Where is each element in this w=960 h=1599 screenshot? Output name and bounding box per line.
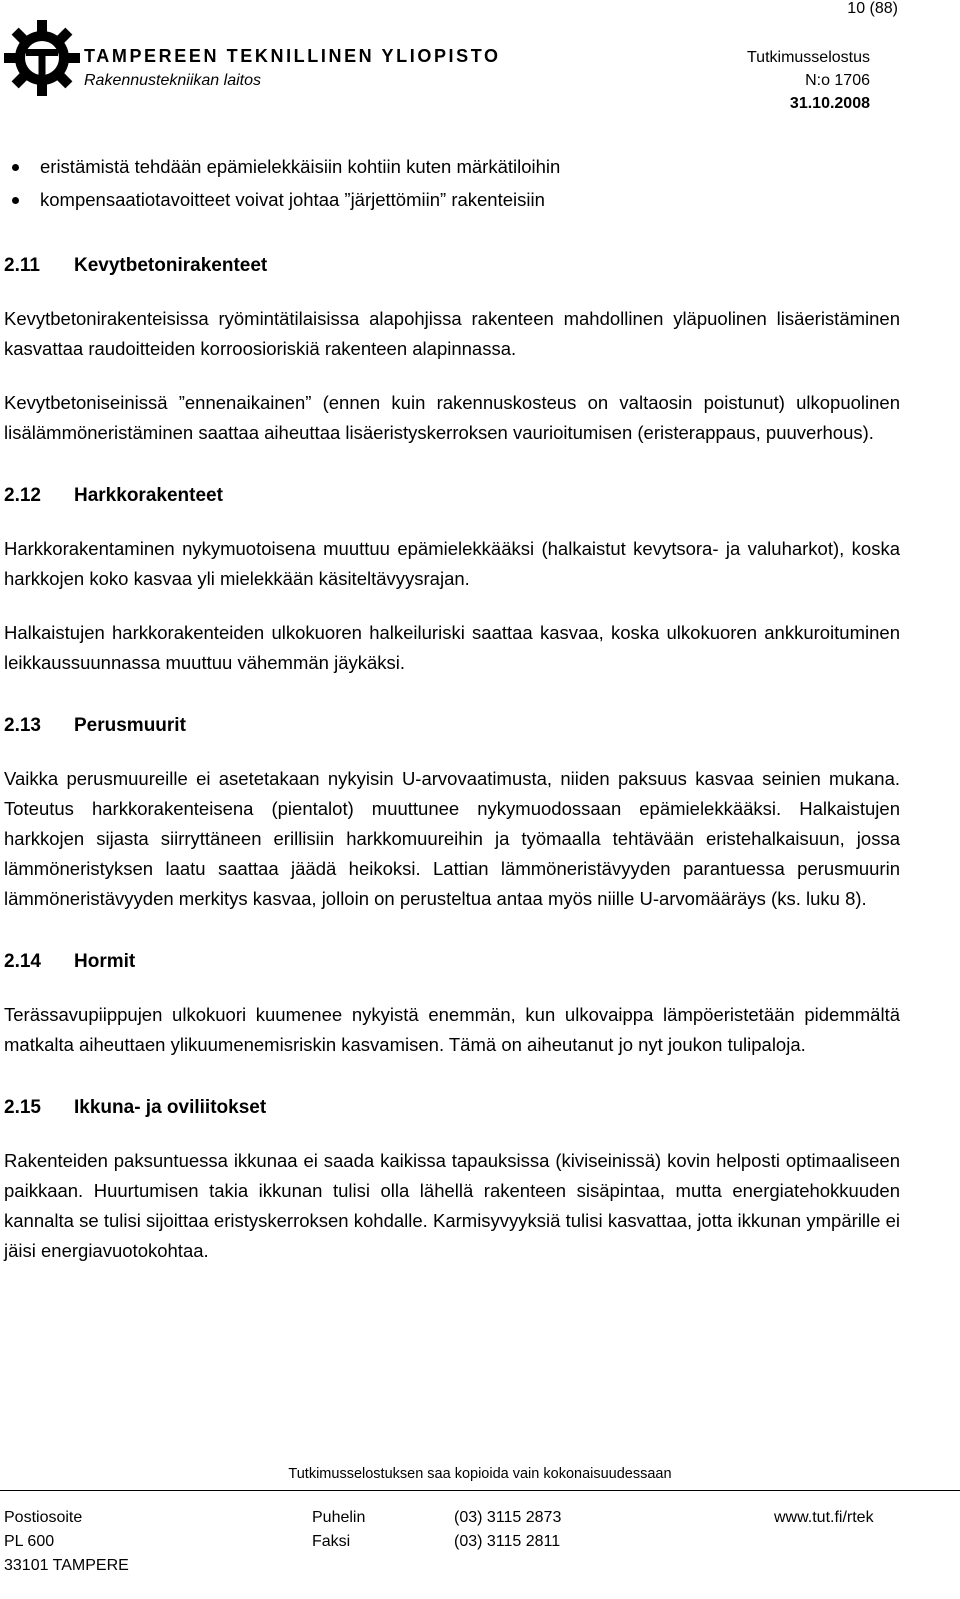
university-logo-icon <box>4 20 80 96</box>
bullet-icon <box>12 197 19 204</box>
fax-number: (03) 3115 2811 <box>454 1533 561 1550</box>
section-heading: 2.12 Harkkorakenteet <box>4 485 223 506</box>
bullet-icon <box>12 164 19 171</box>
paragraph: Halkaistujen harkkorakenteiden ulkokuoren halkeiluriski saattaa kasvaa, koska ulkokuoren ankkuroituminen leikkaussuunnassa muuttuu vähemmän jäykäksi. <box>4 622 900 673</box>
page-number: 10 (88) <box>847 0 898 17</box>
paragraph: Harkkorakentaminen nykymuotoisena muuttuu epämielekkääksi (halkaistut kevytsora- ja valuharkot), koska harkkojen koko kasvaa yli mielekkään käsiteltävyysrajan. <box>4 538 900 589</box>
paragraph: Kevytbetonirakenteisissa ryömintätilaisissa alapohjissa rakenteen mahdollinen yläpuolinen lisäeristäminen kasvattaa raudoitteiden korroosioriskiä rakenteen alapinnassa. <box>4 308 900 359</box>
phone-number: (03) 3115 2873 <box>454 1509 562 1526</box>
bullet-list <box>4 152 900 218</box>
footer-contact-labels: Puhelin Faksi <box>312 1509 366 1550</box>
paragraph: Kevytbetoniseinissä ”ennenaikainen” (ennen kuin rakennuskosteus on valtaosin poistunut) ulkopuolinen lisälämmöneristäminen saattaa aiheuttaa lisäeristyskerroksen vaurioitumisen (eristerappaus, puuverhous). <box>4 392 900 443</box>
website-link[interactable]: www.tut.fi/rtek <box>774 1509 874 1526</box>
paragraph: Vaikka perusmuureille ei asetetakaan nykyisin U-arvovaatimusta, niiden paksuus kasvaa seinien mukana. Toteutus harkkorakenteisena (pientalot) muuttunee nykymuodossaan epämielekkääksi. Halkaistujen harkkojen sijasta siirryttäneen erillisiin harkkomuureihin ja työmaalla tehtävään eristehalkaisuun, jossa lämmöneristyksen laatu saattaa jäädä heikoksi. Lattian lämmöneristävyyden parantuessa perusmuurin lämmöneristävyyden merkitys kasvaa, jolloin on perusteltua antaa myös niille U-arvomääräys (ks. luku 8). <box>4 768 900 909</box>
university-name: TAMPEREEN TEKNILLINEN YLIOPISTO <box>84 46 501 66</box>
footer-contact-numbers <box>454 1506 561 1554</box>
paragraph: Rakenteiden paksuntuessa ikkunaa ei saada kaikissa tapauksissa (kiviseinissä) kovin helposti optimaaliseen paikkaan. Huurtumisen takia ikkunan tulisi olla lähellä rakenteen sisäpintaa, mutta energiatehokkuuden kannalta se tulisi sijoittaa eristyskerroksen kohdalle. Karmisyvyyksiä tulisi kasvattaa, jotta ikkunan ympärille ei jäisi energiavuotokohtaa. <box>4 1150 900 1261</box>
section-heading: 2.13 Perusmuurit <box>4 715 186 736</box>
report-date: 31.10.2008 <box>789 95 870 112</box>
list-item: eristämistä tehdään epämielekkäisiin kohtiin kuten märkätiloihin <box>4 152 900 185</box>
report-info <box>747 46 870 115</box>
list-item: kompensaatiotavoitteet voivat johtaa ”järjettömiin” rakenteisiin <box>4 185 900 218</box>
section-heading: 2.15 Ikkuna- ja oviliitokset <box>4 1097 267 1118</box>
paragraph: Terässavupiippujen ulkokuori kuumenee nykyistä enemmän, kun ulkovaippa lämpöeristetään pidemmältä matkalta aiheuttaen ylikuumenemisriskin kasvamisen. Tämä on aiheutanut jo nyt joukon tulipaloja. <box>4 1004 900 1055</box>
footer-address: Postiosoite PL 600 33101 TAMPERE <box>4 1509 129 1574</box>
department-name: Rakennustekniikan laitos <box>84 72 261 89</box>
section-heading: 2.14 Hormit <box>4 951 136 972</box>
document-body <box>4 152 900 1266</box>
report-type: Tutkimusselostus <box>747 49 870 66</box>
copy-notice: Tutkimusselostuksen saa kopioida vain kokonaisuudessaan <box>288 1466 672 1482</box>
section-heading: 2.11 Kevytbetonirakenteet <box>4 255 268 276</box>
report-number: N:o 1706 <box>805 72 870 89</box>
footer-divider <box>0 1490 960 1491</box>
